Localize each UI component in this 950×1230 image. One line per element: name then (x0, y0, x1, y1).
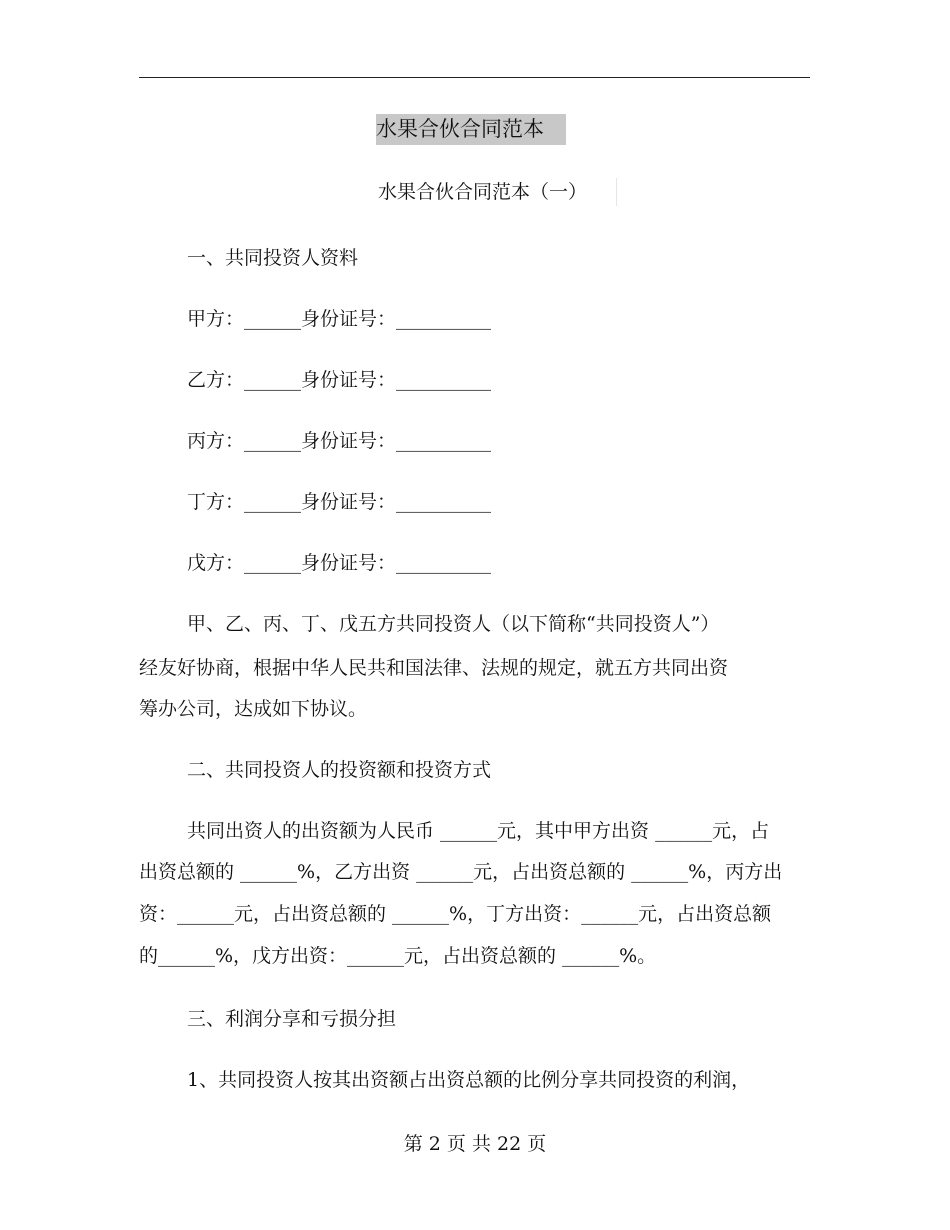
intro-paragraph-line-3: 筹办公司，达成如下协议。 (139, 698, 368, 720)
section-1-heading: 一、共同投资人资料 (187, 247, 359, 269)
document-subtitle: 水果合伙合同范本（一） (378, 181, 588, 203)
page-footer: 第 2 页 共 22 页 (403, 1133, 547, 1155)
party-row-yi: 乙方：______身份证号：__________ (187, 369, 492, 391)
document-title: 水果合伙合同范本 (376, 114, 566, 145)
investment-paragraph-line-1: 共同出资人的出资额为人民币 ______元，其中甲方出资 ______元，占 (187, 820, 770, 842)
party-row-wu: 戊方：______身份证号：__________ (187, 552, 492, 574)
party-row-jia: 甲方：______身份证号：__________ (187, 308, 492, 330)
investment-paragraph-line-2: 出资总额的 ______%，乙方出资 ______元，占出资总额的 ______%，丙方出 (139, 861, 783, 883)
section-2-heading: 二、共同投资人的投资额和投资方式 (187, 759, 492, 781)
party-row-ding: 丁方：______身份证号：__________ (187, 491, 492, 513)
intro-paragraph-line-2: 经友好协商，根据中华人民共和国法律、法规的规定，就五方共同出资 (139, 657, 729, 679)
clause-1: 1、共同投资人按其出资额占出资总额的比例分享共同投资的利润， (187, 1069, 751, 1091)
subtitle-box-edge (616, 178, 617, 206)
intro-paragraph-line-1: 甲、乙、丙、丁、戊五方共同投资人（以下简称“共同投资人”） (187, 613, 720, 635)
section-3-heading: 三、利润分享和亏损分担 (187, 1008, 397, 1030)
investment-paragraph-line-3: 资：______元，占出资总额的 ______%，丁方出资：______元，占出资总额 (139, 903, 772, 925)
header-rule (139, 77, 810, 78)
party-row-bing: 丙方：______身份证号：__________ (187, 430, 492, 452)
investment-paragraph-line-4: 的______%，戊方出资：______元，占出资总额的 ______%。 (139, 945, 657, 967)
